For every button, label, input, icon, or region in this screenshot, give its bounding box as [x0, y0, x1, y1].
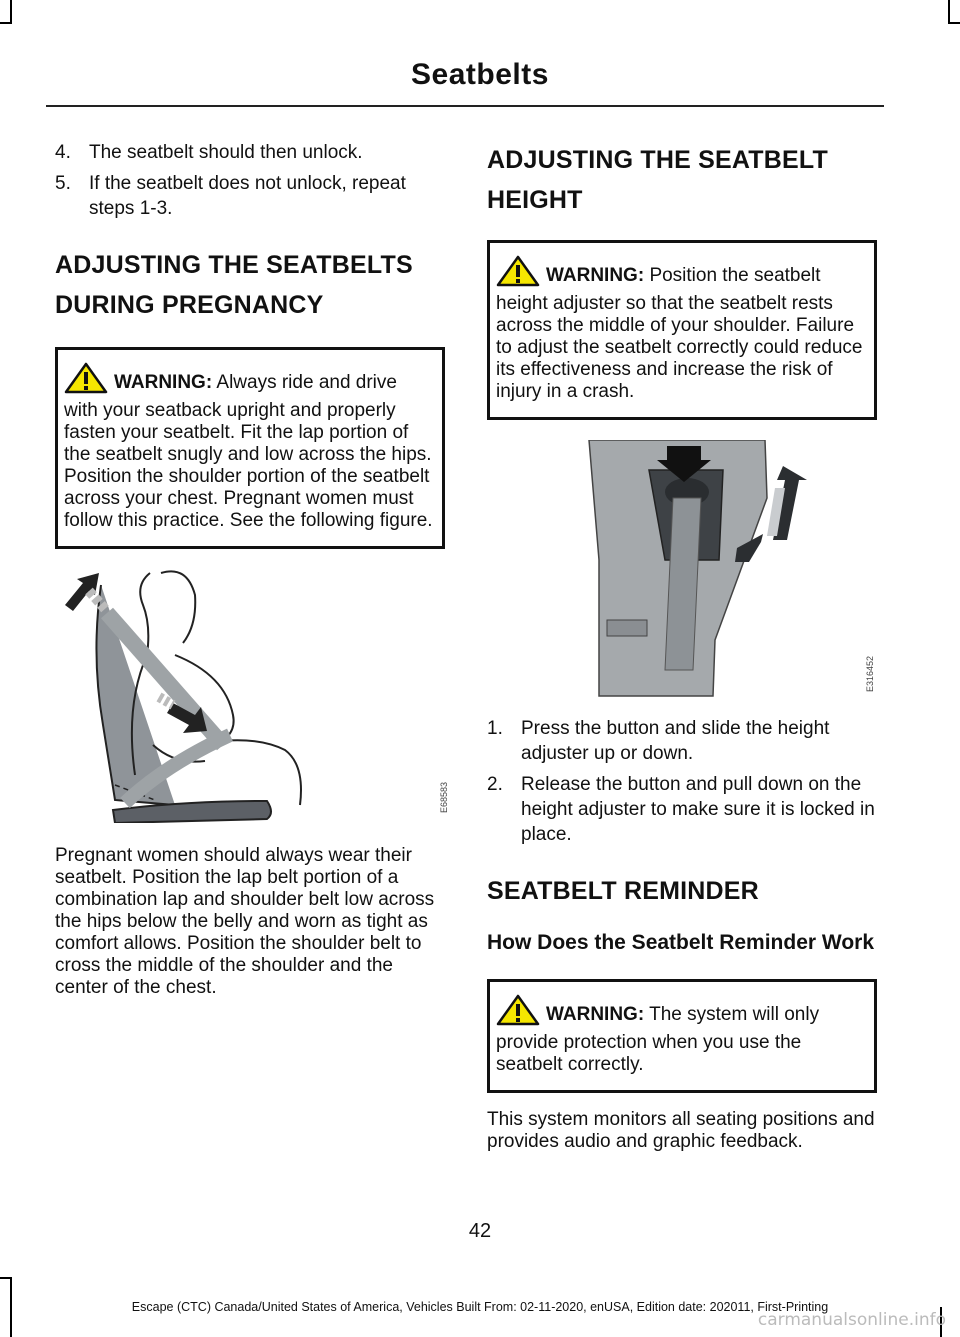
warning-box — [487, 240, 877, 420]
warning-label: WARNING: — [114, 372, 213, 393]
step-list — [55, 140, 445, 221]
crop-mark — [10, 0, 12, 24]
step-number: 5. — [55, 173, 71, 194]
heading-line: ADJUSTING THE SEATBELTS — [55, 251, 413, 279]
watermark: carmanualsonline.info — [757, 1310, 946, 1330]
page-title: Seatbelts — [411, 58, 549, 91]
list-item — [55, 171, 445, 221]
heading-line: DURING PREGNANCY — [55, 291, 324, 319]
header-rule — [46, 105, 884, 107]
heading-line: ADJUSTING THE SEATBELT — [487, 146, 828, 174]
step-number: 4. — [55, 142, 71, 163]
step-list — [487, 716, 877, 847]
section-heading — [55, 245, 445, 325]
warning-triangle-icon — [496, 994, 540, 1032]
pregnancy-seatbelt-figure — [55, 565, 449, 823]
warning-label: WARNING: — [546, 1004, 645, 1025]
section-heading — [487, 140, 877, 220]
warning-label: WARNING: — [546, 265, 645, 286]
footer-text: Escape (CTC) Canada/United States of America, Vehicles Built From: 02-11-2020, enUSA, Edition date: 202011, First-Printing — [131, 1300, 829, 1314]
step-text: If the seatbelt does not unlock, repeat steps 1-3. — [89, 173, 406, 219]
list-item — [55, 140, 445, 165]
crop-mark — [0, 22, 12, 24]
warning-text: Position the seatbelt height adjuster so that the seatbelt rests across the middle of your shoulder. Failure to adjust the seatbelt correctly could reduce its effectiveness and increase the risk of injury in a crash. — [496, 265, 863, 402]
warning-triangle-icon — [64, 362, 108, 400]
pregnant-woman-illustration — [55, 565, 445, 823]
pregnancy-paragraph: Pregnant women should always wear their seatbelt. Position the lap belt portion of a combination lap and shoulder belt low across the hips below the belly and worn as tight as comfort allows. Position the shoulder belt to cross the middle of the shoulder and the center of the chest. — [55, 845, 435, 998]
page-number: 42 — [468, 1220, 492, 1242]
step-text: Release the button and pull down on the height adjuster to make sure it is locked in place. — [521, 774, 875, 845]
list-item — [487, 716, 877, 766]
warning-box — [55, 347, 445, 549]
height-adjuster-illustration — [487, 440, 877, 700]
height-adjuster-figure — [487, 440, 877, 700]
step-text: The seatbelt should then unlock. — [89, 142, 363, 163]
figure-code: E316452 — [865, 655, 875, 692]
heading-line: HEIGHT — [487, 186, 583, 214]
section-heading: SEATBELT REMINDER — [487, 877, 759, 905]
subsection-heading: How Does the Seatbelt Reminder Work — [487, 931, 875, 954]
warning-box — [487, 979, 877, 1093]
crop-mark — [948, 0, 950, 24]
crop-mark — [948, 22, 960, 24]
reminder-paragraph: This system monitors all seating positions and provides audio and graphic feedback. — [487, 1109, 875, 1152]
left-column — [55, 140, 449, 999]
warning-text: The system will only provide protection when you use the seatbelt correctly. — [496, 1004, 820, 1075]
crop-mark — [0, 1277, 12, 1279]
warning-text: Always ride and drive with your seatback upright and properly fasten your seatbelt. Fit the lap portion of the seatbelt snugly and low across the hips. Position the shoulder portion of the seatbelt across your chest. Pregnant women must follow this practice. See the following figure. — [64, 372, 433, 531]
warning-triangle-icon — [496, 255, 540, 293]
figure-code: E68583 — [439, 781, 449, 813]
step-text: Press the button and slide the height adjuster up or down. — [521, 718, 830, 764]
step-number: 2. — [487, 774, 503, 795]
list-item — [487, 772, 877, 847]
right-column — [487, 140, 877, 1153]
step-number: 1. — [487, 718, 503, 739]
